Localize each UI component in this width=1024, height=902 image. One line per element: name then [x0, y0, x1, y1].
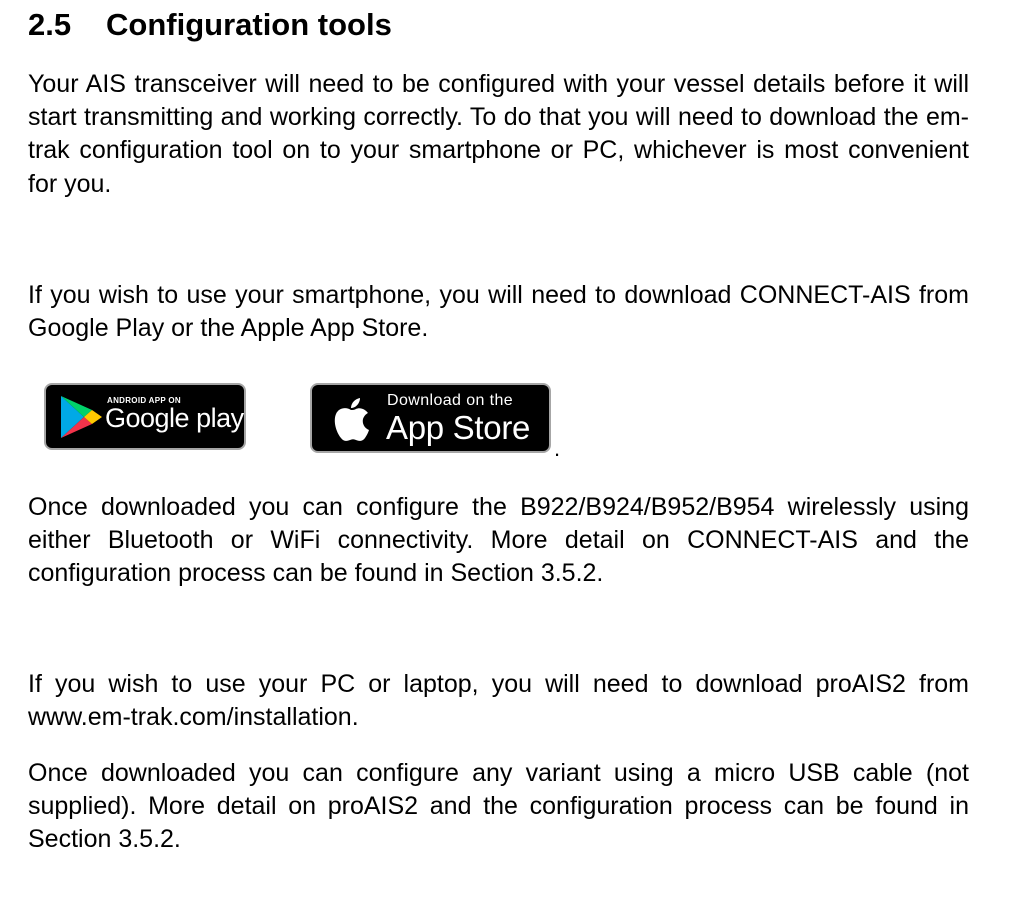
app-store-badge[interactable]: [310, 383, 551, 453]
stray-period: .: [554, 436, 561, 461]
section-heading: [28, 4, 392, 46]
pc-paragraph: If you wish to use your PC or laptop, you will need to download proAIS2 from www.em-trak.com/installation.: [28, 670, 969, 732]
app-store-big-text: App Store: [386, 409, 531, 446]
section-number: 2.5: [28, 7, 72, 42]
google-play-small-text: ANDROID APP ON: [107, 396, 181, 405]
section-title: Configuration tools: [106, 7, 392, 42]
usb-config-paragraph: Once downloaded you can configure any variant using a micro USB cable (not supplied). More detail on proAIS2 and the configuration process can be found in Section 3.5.2.: [28, 759, 969, 854]
google-play-badge[interactable]: [44, 383, 246, 450]
intro-paragraph: Your AIS transceiver will need to be configured with your vessel details before it will start transmitting and working correctly. To do that you will need to download the em-trak configuration tool on to your smartphone or PC, whichever is most convenient for you.: [28, 70, 969, 198]
apple-logo-icon: [331, 397, 371, 443]
smartphone-paragraph: If you wish to use your smartphone, you will need to download CONNECT-AIS from Google Play or the Apple App Store.: [28, 281, 969, 343]
google-play-big-text: Google play: [105, 403, 244, 433]
wireless-config-paragraph: Once downloaded you can configure the B922/B924/B952/B954 wirelessly using either Bluetooth or WiFi connectivity. More detail on CONNECT-AIS and the configuration process can be found in Section 3.5.2.: [28, 493, 969, 588]
google-play-triangle-icon: [58, 394, 104, 440]
app-store-small-text: Download on the: [387, 392, 514, 409]
